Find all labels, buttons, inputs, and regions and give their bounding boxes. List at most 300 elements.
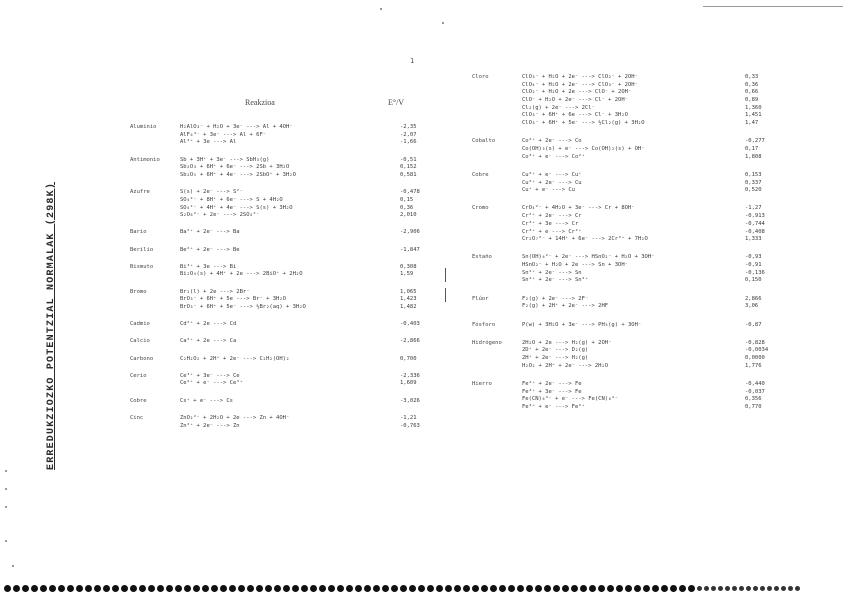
potential-value: 3,06	[745, 303, 759, 310]
binder-hole	[67, 585, 74, 592]
reaction-equation: Cr³⁺ + e ---> Cr²⁺	[522, 228, 582, 235]
reaction-equation: Fe³⁺ + e⁻ ---> Fe²⁺	[522, 404, 585, 410]
reaction-row	[130, 189, 430, 197]
reaction-equation: Sn(OH)₆²⁻ + 2e⁻ ---> HSnO₂⁻ + H₂O + 3OH⁻	[522, 254, 655, 261]
element-name: Bario	[130, 229, 147, 236]
binder-hole	[49, 585, 56, 592]
potential-value: 1,776	[745, 362, 762, 369]
binder-hole	[472, 585, 479, 592]
binder-hole	[454, 585, 461, 592]
binder-hole	[391, 585, 398, 592]
reaction-equation: Zn²⁺ + 2e⁻ ---> Zn	[180, 422, 240, 429]
binder-hole	[760, 586, 765, 591]
binder-hole	[732, 586, 737, 591]
reaction-equation: AlF₆³⁻ + 3e⁻ ---> Al + 6F⁻	[180, 131, 267, 138]
binder-hole	[319, 585, 326, 592]
binder-hole	[795, 586, 800, 591]
binder-hole	[598, 585, 605, 592]
binder-hole	[382, 585, 389, 592]
reaction-equation: Be²⁺ + 2e⁻ ---> Be	[180, 246, 240, 253]
binder-hole	[670, 585, 677, 592]
potential-value: -2,866	[400, 338, 420, 345]
binder-hole	[148, 585, 155, 592]
element-group	[472, 138, 772, 161]
element-name: Antimonio	[130, 156, 160, 163]
potential-value: 1,333	[745, 236, 762, 243]
reaction-equation: Br₂(l) + 2e ---> 2Br⁻	[180, 288, 250, 295]
binder-hole	[373, 585, 380, 592]
binder-hole	[103, 585, 110, 592]
reaction-row	[130, 264, 430, 272]
binder-hole-strip	[4, 585, 844, 593]
element-group	[130, 229, 430, 237]
reaction-row	[472, 277, 772, 285]
potential-value: -0,478	[400, 189, 420, 196]
potential-value: 1,065	[400, 288, 417, 295]
potential-value: -0,51	[400, 156, 417, 163]
reaction-row	[472, 138, 772, 146]
binder-hole	[94, 585, 101, 592]
reaction-equation: Co³⁺ + e⁻ ---> Co²⁺	[522, 153, 585, 160]
scan-speck	[5, 506, 7, 508]
element-name: Cinc	[130, 414, 144, 421]
potential-value: 0,33	[745, 74, 759, 80]
left-column	[130, 124, 430, 440]
binder-hole	[193, 585, 200, 592]
potential-value: 1,47	[745, 120, 759, 127]
reaction-row	[472, 381, 772, 389]
potential-header: E°/V	[388, 98, 405, 107]
reaction-row	[130, 423, 430, 431]
binder-hole	[175, 585, 182, 592]
reaction-equation: Sb₂O₅ + 6H⁺ + 4e⁻ ---> 2SbO⁺ + 3H₂O	[180, 171, 296, 178]
binder-hole	[508, 585, 515, 592]
binder-hole	[688, 585, 695, 592]
reaction-equation: Sb₂O₃ + 6H⁺ + 6e⁻ ---> 2Sb + 3H₂O	[180, 164, 290, 171]
potential-value: -2,07	[400, 131, 417, 138]
reaction-row	[472, 404, 772, 412]
binder-hole	[229, 585, 236, 592]
binder-hole	[535, 585, 542, 592]
reaction-equation: CrO₄²⁻ + 4H₂O + 3e⁻ ---> Cr + 8OH⁻	[522, 205, 635, 212]
potential-value: -0,913	[745, 213, 765, 220]
binder-hole	[364, 585, 371, 592]
reaction-row	[472, 112, 772, 120]
reaction-equation: 2D⁺ + 2e⁻ ---> D₂(g)	[522, 347, 589, 354]
reaction-row	[130, 132, 430, 140]
binder-hole	[22, 585, 29, 592]
binder-hole	[704, 586, 709, 591]
binder-hole	[643, 585, 650, 592]
binder-hole	[616, 585, 623, 592]
element-name: Cloro	[472, 74, 489, 80]
element-group	[130, 189, 430, 220]
reaction-row	[472, 303, 772, 311]
potential-value: -1,21	[400, 414, 417, 421]
reaction-row	[472, 154, 772, 162]
potential-value: 0,89	[745, 97, 759, 104]
reaction-equation: Cr₂O₇²⁻ + 14H⁺ + 6e⁻ ---> 2Cr³⁺ + 7H₂O	[522, 236, 648, 243]
potential-value: -0,037	[745, 388, 765, 395]
potential-value: 0,36	[400, 204, 414, 211]
binder-hole	[562, 585, 569, 592]
element-name: Cobre	[472, 171, 489, 178]
binder-hole	[4, 585, 11, 592]
element-group	[472, 254, 772, 285]
binder-hole	[301, 585, 308, 592]
binder-hole	[31, 585, 38, 592]
binder-hole	[310, 585, 317, 592]
binder-hole	[337, 585, 344, 592]
binder-hole	[256, 585, 263, 592]
scan-speck	[442, 22, 444, 24]
element-name: Hidrógeno	[472, 339, 502, 346]
reaction-equation: HSnO₂⁻ + H₂O + 2e ---> Sn + 3OH⁻	[522, 262, 628, 269]
binder-hole	[85, 585, 92, 592]
binder-hole	[157, 585, 164, 592]
binder-hole	[679, 585, 686, 592]
binder-hole	[499, 585, 506, 592]
binder-hole	[490, 585, 497, 592]
binder-hole	[625, 585, 632, 592]
potential-value: -0,828	[745, 339, 765, 346]
reaction-row	[130, 124, 430, 132]
reaction-equation: Cr²⁺ + 2e⁻ ---> Cr	[522, 213, 582, 220]
element-name: Fósforo	[472, 321, 496, 328]
potential-value: 2,866	[745, 295, 762, 302]
reaction-equation: ClO⁻ + H₂O + 2e⁻ ---> Cl⁻ + 2OH⁻	[522, 97, 628, 104]
reaction-row	[472, 270, 772, 278]
binder-hole	[788, 586, 793, 591]
binder-hole	[292, 585, 299, 592]
reaction-equation: Ca²⁺ + 2e ---> Ca	[180, 338, 237, 345]
element-name: Aluminio	[130, 124, 157, 130]
scan-edge-line	[703, 6, 843, 7]
reaction-row	[130, 380, 430, 388]
potential-value: -1,27	[745, 205, 762, 212]
reaction-row	[130, 247, 430, 255]
reaction-equation: ClO₃⁻ + H₂O + 2e⁻ ---> ClO₂⁻ + 2OH⁻	[522, 74, 638, 80]
reaction-row	[130, 373, 430, 381]
potential-value: 1,451	[745, 112, 762, 119]
potential-value: 1,808	[745, 153, 762, 160]
reaction-row	[130, 164, 430, 172]
potential-value: 0,15	[400, 196, 414, 203]
binder-hole	[76, 585, 83, 592]
reaction-equation: F₂(g) + 2e⁻ ---> 2F⁻	[522, 295, 589, 302]
binder-hole	[571, 585, 578, 592]
potential-value: -2,336	[400, 372, 420, 379]
binder-hole	[634, 585, 641, 592]
reaction-equation: BrO₃⁻ + 6H⁺ + 5e⁻ ---> ½Br₂(aq) + 3H₂O	[180, 304, 306, 310]
binder-hole	[346, 585, 353, 592]
reaction-row	[472, 180, 772, 188]
binder-hole	[112, 585, 119, 592]
element-name: Cobalto	[472, 138, 496, 145]
element-group	[130, 264, 430, 279]
binder-hole	[589, 585, 596, 592]
element-group	[472, 296, 772, 311]
reaction-row	[472, 97, 772, 105]
potential-value: 0,337	[745, 179, 762, 186]
reaction-row	[130, 289, 430, 297]
binder-hole	[130, 585, 137, 592]
reaction-equation: Cu⁺ + e⁻ ---> Cu	[522, 187, 575, 194]
reaction-equation: Cl₂(g) + 2e⁻ ---> 2Cl⁻	[522, 104, 595, 111]
binder-hole	[746, 586, 751, 591]
binder-hole	[481, 585, 488, 592]
reaction-row	[130, 398, 430, 406]
element-name: Cadmio	[130, 321, 150, 328]
reaction-row	[130, 157, 430, 165]
element-group	[130, 157, 430, 180]
potential-value: 0,700	[400, 355, 417, 362]
element-name: Cobre	[130, 397, 147, 404]
reaction-equation: Fe²⁺ + 2e⁻ ---> Fe	[522, 380, 582, 387]
reaction-equation: Cd²⁺ + 2e ---> Cd	[180, 321, 237, 328]
potential-value: -0,277	[745, 138, 765, 145]
binder-hole	[328, 585, 335, 592]
reaction-equation: Sn²⁺ + 2e⁻ ---> Sn	[522, 269, 582, 276]
potential-value: -0,403	[400, 321, 420, 328]
binder-hole	[139, 585, 146, 592]
reaction-equation: F₂(g) + 2H⁺ + 2e⁻ ---> 2HF	[522, 303, 609, 310]
binder-hole	[355, 585, 362, 592]
reaction-row	[472, 296, 772, 304]
potential-value: -1,66	[400, 139, 417, 146]
reaction-row	[472, 89, 772, 97]
reaction-equation: SO₄²⁻ + 4H⁺ + 4e⁻ ---> S(s) + 3H₂O	[180, 204, 293, 211]
potential-value: 0,0000	[745, 355, 765, 362]
potential-value: -0,440	[745, 380, 765, 387]
reaction-row	[472, 187, 772, 195]
page-number: 1	[410, 57, 415, 65]
potential-value: 1,59	[400, 271, 414, 278]
binder-hole	[58, 585, 65, 592]
reaction-row	[130, 139, 430, 147]
element-name: Bromo	[130, 288, 147, 295]
binder-hole	[774, 586, 779, 591]
reaction-row	[472, 236, 772, 244]
reaction-row	[130, 356, 430, 364]
element-group	[130, 338, 430, 346]
potential-value: 1,482	[400, 304, 417, 310]
potential-value: 0,36	[745, 81, 759, 88]
scan-speck	[5, 488, 7, 490]
binder-hole	[427, 585, 434, 592]
element-group	[130, 373, 430, 388]
element-name: Cromo	[472, 205, 489, 212]
potential-value: 0,17	[745, 146, 759, 152]
reaction-row	[472, 355, 772, 363]
reaction-row	[130, 205, 430, 213]
binder-hole	[283, 585, 290, 592]
reaction-equation: Ce⁴⁺ + e⁻ ---> Ce³⁺	[180, 380, 243, 387]
binder-hole	[781, 586, 786, 591]
potential-value: 0,581	[400, 171, 417, 178]
reaction-equation: H₂O₂ + 2H⁺ + 2e⁻ ---> 2H₂O	[522, 362, 609, 369]
element-name: Berilio	[130, 246, 154, 253]
binder-hole	[526, 585, 533, 592]
reaction-equation: Sn⁴⁺ + 2e⁻ ---> Sn²⁺	[522, 277, 589, 284]
potential-value: 1,609	[400, 380, 417, 387]
element-name: Carbono	[130, 355, 154, 362]
reaction-equation: Fe³⁺ + 3e⁻ ---> Fe	[522, 388, 582, 395]
reaction-equation: ClO₂⁻ + H₂O + 2e ---> ClO⁻ + 2OH⁻	[522, 89, 632, 96]
binder-hole	[718, 586, 723, 591]
reaction-row	[472, 213, 772, 221]
potential-value: -0,744	[745, 220, 765, 227]
potential-value: 2,010	[400, 212, 417, 219]
potential-value: 0,308	[400, 263, 417, 270]
potential-value: -0,408	[745, 228, 765, 235]
reaction-row	[472, 262, 772, 270]
scan-speck	[12, 565, 14, 567]
reaction-equation: S₂O₈²⁻ + 2e⁻ ---> 2SO₄²⁻	[180, 212, 260, 219]
reaction-equation: Ce³⁺ + 3e⁻ ---> Ce	[180, 372, 240, 379]
element-group	[130, 321, 430, 329]
potential-value: 0,150	[745, 277, 762, 284]
reaction-row	[472, 340, 772, 348]
potential-value: -2,35	[400, 124, 417, 130]
reaction-equation: S(s) + 2e⁻ ---> S²⁻	[180, 189, 243, 196]
reaction-row	[130, 321, 430, 329]
binder-hole	[418, 585, 425, 592]
reaction-equation: 2H₂O + 2e ---> H₂(g) + 2OH⁻	[522, 339, 612, 346]
reaction-row	[130, 172, 430, 180]
reaction-row	[472, 82, 772, 90]
reaction-equation: Cr³⁺ + 3e ---> Cr	[522, 220, 579, 227]
reaction-row	[472, 120, 772, 128]
element-name: Estaño	[472, 254, 492, 261]
reaction-row	[130, 296, 430, 304]
binder-hole	[739, 586, 744, 591]
potential-value: 0,520	[745, 187, 762, 194]
scan-speck	[380, 8, 382, 10]
potential-value: 0,152	[400, 164, 417, 171]
reaction-row	[472, 389, 772, 397]
binder-hole	[544, 585, 551, 592]
binder-hole	[13, 585, 20, 592]
reaction-equation: Sb + 3H⁺ + 3e⁻ ---> SbH₃(g)	[180, 156, 270, 163]
reaction-row	[472, 221, 772, 229]
reaction-equation: ClO₃⁻ + 6H⁺ + 5e⁻ ---> ½Cl₂(g) + 3H₂O	[522, 120, 645, 127]
reaction-row	[472, 363, 772, 371]
potential-value: -1,847	[400, 246, 420, 253]
element-group	[130, 247, 430, 255]
potential-value: 0,66	[745, 89, 759, 96]
element-name: Calcio	[130, 338, 150, 345]
element-name: Azufre	[130, 189, 150, 196]
binder-hole	[553, 585, 560, 592]
binder-hole	[409, 585, 416, 592]
potential-value: -0,93	[745, 254, 762, 261]
binder-hole	[661, 585, 668, 592]
binder-hole	[463, 585, 470, 592]
element-group	[130, 289, 430, 312]
right-column	[472, 74, 772, 422]
binder-hole	[202, 585, 209, 592]
scan-speck	[5, 540, 7, 542]
binder-hole	[517, 585, 524, 592]
binder-hole	[711, 586, 716, 591]
binder-hole	[184, 585, 191, 592]
binder-hole	[274, 585, 281, 592]
reaction-equation: SO₄²⁻ + 8H⁺ + 6e⁻ ---> S + 4H₂O	[180, 196, 283, 203]
potential-value: -0,0034	[745, 347, 769, 354]
element-group	[472, 172, 772, 195]
binder-hole	[436, 585, 443, 592]
binder-hole	[211, 585, 218, 592]
reaction-equation: ClO₄⁻ + H₂O + 2e⁻ ---> ClO₃⁻ + 2OH⁻	[522, 81, 638, 88]
reaction-equation: Co(OH)₃(s) + e⁻ ---> Co(OH)₂(s) + OH⁻	[522, 146, 645, 152]
margin-mark	[445, 288, 446, 302]
reaction-row	[130, 304, 430, 312]
potential-value: 1,360	[745, 104, 762, 111]
potential-value: 0,356	[745, 396, 762, 403]
reaction-equation: Ba²⁺ + 2e⁻ ---> Ba	[180, 229, 240, 236]
reaction-equation: ZnO₂²⁻ + 2H₂O + 2e ---> Zn + 4OH⁻	[180, 414, 290, 421]
reaction-equation: ClO₃⁻ + 6H⁺ + 6e ---> Cl⁻ + 3H₂O	[522, 112, 628, 119]
scan-speck	[5, 470, 7, 472]
element-group	[472, 205, 772, 243]
element-group	[472, 340, 772, 371]
binder-hole	[238, 585, 245, 592]
binder-hole	[400, 585, 407, 592]
reaction-row	[130, 197, 430, 205]
reaction-equation: Bi³⁺ + 3e ---> Bi	[180, 263, 237, 270]
binder-hole	[652, 585, 659, 592]
binder-hole	[753, 586, 758, 591]
element-group	[472, 322, 772, 330]
reaction-row	[472, 146, 772, 154]
potential-value: -0,87	[745, 321, 762, 328]
binder-hole	[445, 585, 452, 592]
potential-value: 0,153	[745, 171, 762, 178]
binder-hole	[166, 585, 173, 592]
element-name: Bismuto	[130, 263, 154, 270]
reaction-equation: 2H⁺ + 2e⁻ ---> H₂(g)	[522, 355, 589, 362]
binder-hole	[767, 586, 772, 591]
margin-mark	[445, 268, 446, 282]
potential-value: 0,770	[745, 404, 762, 410]
binder-hole	[697, 586, 702, 591]
potential-value: -3,026	[400, 397, 420, 404]
reaction-equation: H₂AlO₃⁻ + H₂O + 3e⁻ ---> Al + 4OH⁻	[180, 124, 293, 130]
element-name: Hierro	[472, 380, 492, 387]
reaction-equation: Cu²⁺ + e⁻ ---> Cu⁺	[522, 171, 582, 178]
reaction-row	[130, 212, 430, 220]
reaction-equation: Al³⁺ + 3e ---> Al	[180, 139, 237, 146]
binder-hole	[725, 586, 730, 591]
reaction-equation: Cs⁺ + e⁻ ---> Cs	[180, 397, 233, 404]
reaction-row	[472, 74, 772, 82]
element-name: Cerio	[130, 372, 147, 379]
element-group	[472, 381, 772, 412]
binder-hole	[40, 585, 47, 592]
reaction-equation: P(w) + 3H₂O + 3e⁻ ---> PH₃(g) + 3OH⁻	[522, 321, 642, 328]
reaction-header: Reakzioa	[245, 98, 275, 107]
reaction-row	[472, 205, 772, 213]
reaction-equation: C₂H₂O₂ + 2H⁺ + 2e⁻ ---> C₂H₂(OH)₂	[180, 355, 290, 362]
binder-hole	[220, 585, 227, 592]
binder-hole	[247, 585, 254, 592]
reaction-equation: Bi₂O₄(s) + 4H⁺ + 2e ---> 2BiO⁺ + 2H₂O	[180, 271, 303, 278]
element-group	[472, 74, 772, 128]
reaction-row	[472, 396, 772, 404]
reaction-equation: Cu²⁺ + 2e⁻ ---> Cu	[522, 179, 582, 186]
element-group	[130, 124, 430, 147]
